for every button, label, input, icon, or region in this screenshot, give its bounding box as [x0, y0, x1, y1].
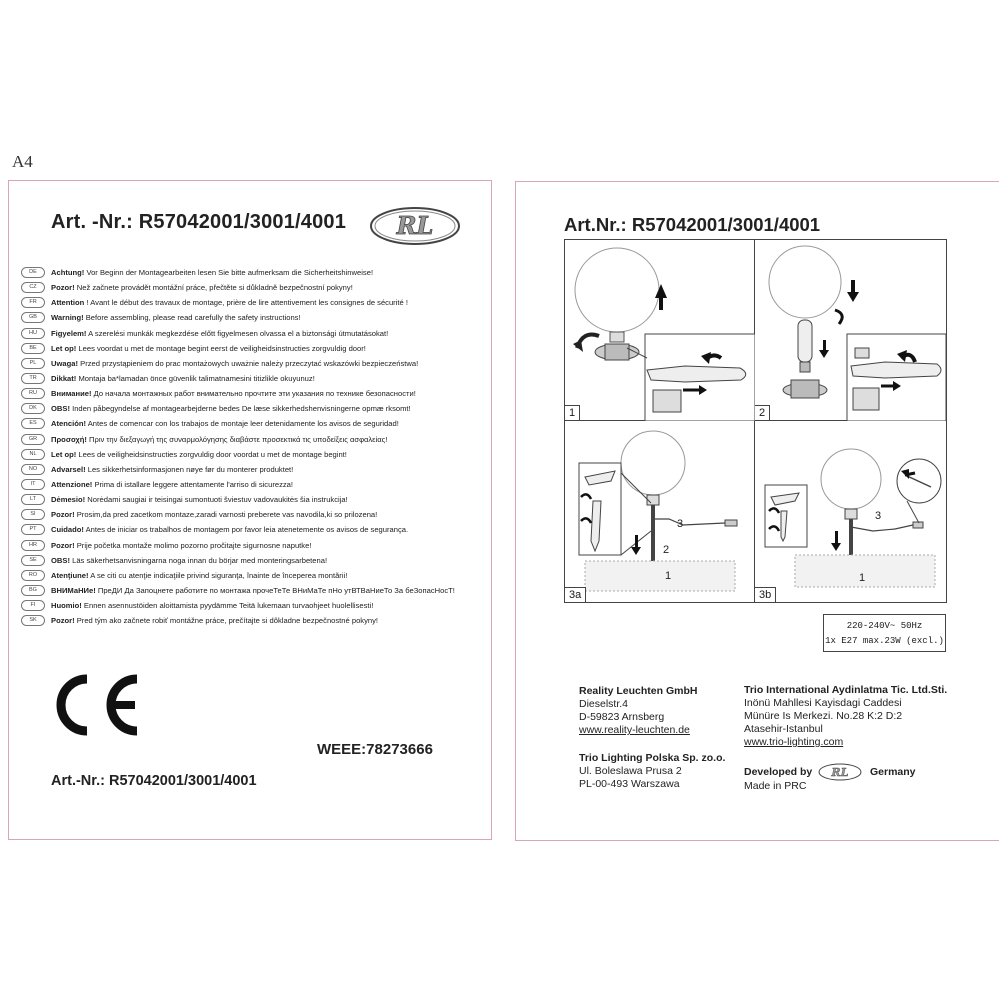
safety-warning-row	[21, 401, 486, 416]
safety-warning-row	[21, 356, 486, 371]
address-line: PL-00-493 Warszawa	[579, 778, 680, 790]
warning-body: Πριν την διεξαγωγή της συναρμολόγησης διαβάστε προσεκτικά τις υποδείξεις ασφαλείας!	[86, 434, 388, 444]
warning-keyword: Dikkat!	[51, 374, 77, 384]
spec-bulb: 1x E27 max.23W (excl.)	[825, 636, 944, 646]
address-reality-leuchten	[579, 685, 697, 737]
safety-warning-row	[21, 341, 486, 356]
language-code-badge: IT	[21, 479, 45, 490]
ce-mark-icon	[49, 673, 141, 737]
language-code-badge: PT	[21, 524, 45, 535]
warning-body: Inden påbegyndelse af montagearbejderne bedes De læse sikkerhedshenvisningerne opmæ rksomt!	[69, 404, 411, 414]
warning-keyword: Attention	[51, 298, 85, 308]
safety-warning-text	[51, 450, 347, 459]
warning-body: Les sikkerhetsinformasjonen nøye før du monterer produktet!	[85, 464, 294, 474]
developed-by-block	[744, 766, 916, 792]
step-3b-illustration	[755, 421, 946, 602]
step-label: 3b	[755, 587, 776, 602]
safety-warning-row	[21, 477, 486, 492]
language-code-badge: LT	[21, 494, 45, 505]
language-code-badge: FI	[21, 600, 45, 611]
warning-body: До начала монтажных работ внимательно прочтите эти указания по технике безопасности!	[91, 389, 416, 399]
warning-body: Antes de comencar con los trabajos de montaje leer detenidamente los avisos de seguridad!	[86, 419, 399, 429]
left-page	[8, 180, 492, 840]
safety-warning-text	[51, 419, 399, 428]
rl-logo-text: RL	[831, 766, 849, 779]
language-code-badge: DE	[21, 267, 45, 278]
safety-warning-row	[21, 507, 486, 522]
safety-warning-row	[21, 598, 486, 613]
step-label: 3a	[565, 587, 586, 602]
language-code-badge: RU	[21, 388, 45, 399]
safety-warning-row	[21, 462, 486, 477]
safety-warning-text	[51, 616, 378, 625]
step-3a-illustration	[565, 421, 755, 602]
article-number-title: Art. -Nr.: R57042001/3001/4001	[51, 211, 347, 233]
company-url[interactable]: www.trio-lighting.com	[744, 736, 844, 748]
safety-warning-row	[21, 522, 486, 537]
warning-body: Vor Beginn der Montagearbeiten lesen Sie bitte aufmerksam die Sicherheitshinweise!	[84, 268, 374, 278]
spec-voltage: 220-240V~ 50Hz	[846, 621, 923, 631]
address-line: D-59823 Arnsberg	[579, 711, 665, 723]
safety-warning-row	[21, 492, 486, 507]
safety-warning-text	[51, 404, 411, 413]
safety-warning-row	[21, 371, 486, 386]
language-code-badge: RO	[21, 570, 45, 581]
step-2-illustration	[755, 240, 946, 421]
safety-warning-row	[21, 310, 486, 325]
safety-warning-text	[51, 435, 387, 444]
warning-keyword: Attenzione!	[51, 480, 93, 490]
safety-warning-row	[21, 326, 486, 341]
safety-warning-row	[21, 295, 486, 310]
safety-warning-row	[21, 280, 486, 295]
rl-logo-text: RL	[396, 211, 434, 240]
warning-keyword: Figyelem!	[51, 328, 87, 338]
warning-keyword: Προσοχή!	[51, 434, 87, 444]
rl-logo	[818, 763, 862, 781]
article-number-title: Art.Nr.: R57042001/3001/4001	[564, 214, 821, 235]
warning-body: Prima di istallare leggere attentamente l'arriso di sicurezza!	[92, 480, 294, 490]
step-label: 1	[565, 405, 580, 420]
warning-keyword: Atención!	[51, 419, 87, 429]
warning-body: Przed przystąpieniem do prac montażowych uważnie należy przeczytać wskazówki bezpieczeństwa!	[78, 358, 419, 368]
warning-keyword: Pozor!	[51, 510, 75, 520]
language-code-badge: BG	[21, 585, 45, 596]
warning-keyword: OBS!	[51, 555, 70, 565]
warning-body: Läs säkerhetsanvisningarna noga innan du börjar med monteringsarbetena!	[69, 555, 328, 565]
assembly-step-3a	[565, 421, 755, 602]
safety-warning-text	[51, 359, 418, 368]
safety-warning-text	[51, 389, 416, 398]
warning-keyword: Внимание!	[51, 389, 92, 399]
warning-body: A se citi cu atenţie indicaţiile privind siguranţa, înainte de începerea montării!	[88, 570, 348, 580]
made-in-label: Made in PRC	[744, 780, 807, 792]
step-label: 2	[755, 405, 770, 420]
safety-warning-text	[51, 556, 327, 565]
language-code-badge: SE	[21, 555, 45, 566]
warning-body: Antes de iniciar os trabalhos de montagem por favor leia atenetemente os avisos de segurança.	[83, 525, 409, 535]
assembly-step-2	[755, 240, 946, 421]
electrical-spec-box	[823, 614, 946, 652]
safety-warning-text	[51, 541, 311, 550]
language-code-badge: HU	[21, 328, 45, 339]
warning-keyword: Achtung!	[51, 268, 85, 278]
warning-keyword: Dėmesio!	[51, 495, 86, 505]
address-trio-international	[744, 684, 947, 749]
right-page	[515, 181, 999, 841]
safety-warning-row	[21, 613, 486, 628]
warning-body: Prosim,da pred zacetkom montaze,zaradi varnosti preberete vas navodila,ki so prilozena!	[74, 510, 378, 520]
language-code-badge: TR	[21, 373, 45, 384]
step-3a-callout: 2	[663, 544, 670, 556]
warning-keyword: Pozor!	[51, 283, 75, 293]
warning-keyword: Atenţiune!	[51, 570, 89, 580]
warning-body: Pred tým ako začnete robiť montážne práce, prečítajte si dôkladne bezpečnostné pokyny!	[74, 616, 379, 626]
step-3b-callout: 3	[875, 510, 882, 522]
safety-warning-row	[21, 447, 486, 462]
language-code-badge: CZ	[21, 282, 45, 293]
assembly-step-1	[565, 240, 755, 421]
step-3b-callout: 1	[859, 572, 866, 584]
address-line: Inönü Mahllesi Kayisdagi Caddesi	[744, 697, 902, 709]
company-name: Reality Leuchten GmbH	[579, 685, 698, 697]
safety-warning-text	[51, 344, 366, 353]
safety-warning-text	[51, 283, 353, 292]
safety-warning-row	[21, 416, 486, 431]
assembly-step-3b	[755, 421, 946, 602]
safety-warning-row	[21, 538, 486, 553]
warning-keyword: Huomio!	[51, 601, 82, 611]
language-code-badge: ES	[21, 418, 45, 429]
assembly-diagram-grid	[564, 239, 947, 603]
warning-keyword: Warning!	[51, 313, 84, 323]
warning-keyword: ВНИМаНИе!	[51, 586, 96, 596]
step-1-illustration	[565, 240, 755, 421]
safety-warning-row	[21, 553, 486, 568]
address-line: Dieselstr.4	[579, 698, 629, 710]
warning-body: Lees voordat u met de montage begint eerst de veiligheidsinstructies zorgvuldig door!	[76, 343, 366, 353]
rl-logo	[369, 205, 461, 247]
warning-keyword: Let op!	[51, 449, 77, 459]
safety-warning-text	[51, 313, 301, 322]
language-code-badge: BE	[21, 343, 45, 354]
safety-warning-text	[51, 329, 388, 338]
safety-warning-list	[21, 265, 486, 628]
language-code-badge: GR	[21, 434, 45, 445]
language-code-badge: SK	[21, 615, 45, 626]
safety-warning-text	[51, 465, 293, 474]
warning-keyword: Uwaga!	[51, 358, 79, 368]
language-code-badge: NL	[21, 449, 45, 460]
language-code-badge: FR	[21, 297, 45, 308]
safety-warning-text	[51, 510, 377, 519]
safety-warning-text	[51, 601, 373, 610]
company-name: Trio International Aydinlatma Tic. Ltd.Sti.	[744, 684, 948, 696]
warning-keyword: Pozor!	[51, 616, 75, 626]
language-code-badge: GB	[21, 312, 45, 323]
safety-warning-text	[51, 571, 347, 580]
company-name: Trio Lighting Polska Sp. zo.o.	[579, 752, 726, 764]
safety-warning-text	[51, 586, 455, 595]
language-code-badge: HR	[21, 540, 45, 551]
warning-keyword: Pozor!	[51, 540, 75, 550]
address-line: Ul. Boleslawa Prusa 2	[579, 765, 682, 777]
warning-body: A szerelési munkák megkezdése előtt figyelmesen olvassa el a biztonsági útmutatásokat!	[86, 328, 389, 338]
page-size-label: A4	[12, 152, 33, 171]
safety-warning-text	[51, 374, 315, 383]
company-url[interactable]: www.reality-leuchten.de	[579, 724, 690, 736]
language-code-badge: NO	[21, 464, 45, 475]
safety-warning-text	[51, 268, 373, 277]
warning-body: Before assembling, please read carefully the safety instructions!	[83, 313, 301, 323]
warning-body: Ennen asennustöiden aloittamista pyydämme Teitä lukemaan turvaohjeet huolellisesti!	[81, 601, 374, 611]
developed-by-label: Developed by	[744, 766, 813, 778]
address-line: Münüre Is Merkezi. No.28 K:2 D:2	[744, 710, 903, 722]
warning-body: Než začnete provádět montážní práce, přečtěte si důkladně bezpečnostní pokyny!	[74, 283, 353, 293]
safety-warning-text	[51, 480, 293, 489]
address-line: Atasehir-Istanbul	[744, 723, 823, 735]
safety-warning-row	[21, 265, 486, 280]
step-3a-callout: 3	[677, 518, 684, 530]
warning-keyword: Cuidado!	[51, 525, 84, 535]
safety-warning-row	[21, 568, 486, 583]
warning-body: Norėdami saugiai ir teisingai sumontuoti šviestuv vadovaukitės šia instrukcija!	[85, 495, 348, 505]
warning-body: ! Avant le début des travaux de montage, prière de lire attentivement les consignes de sécurité !	[84, 298, 408, 308]
safety-warning-text	[51, 495, 348, 504]
safety-warning-row	[21, 432, 486, 447]
language-code-badge: PL	[21, 358, 45, 369]
language-code-badge: SI	[21, 509, 45, 520]
warning-body: Montaja ba*lamadan önce güvenlik talimatnamesini titizlikle okuyunuz!	[76, 374, 315, 384]
safety-warning-row	[21, 583, 486, 598]
warning-body: ПреДИ Да Запоцнете работите по монтажа прочеТеТе ВНиМаТе пНо утВТВаНиеТо За беЗопасНосТ!	[95, 586, 455, 596]
warning-keyword: OBS!	[51, 404, 70, 414]
step-3a-callout: 1	[665, 570, 672, 582]
weee-number: WEEE:78273666	[317, 741, 433, 758]
developed-country: Germany	[870, 766, 916, 778]
safety-warning-text	[51, 298, 408, 307]
warning-body: Lees de veiligheidsinstructies zorgvuldig door voordat u met de montage begint!	[76, 449, 347, 459]
address-trio-polska	[579, 752, 725, 791]
language-code-badge: DK	[21, 403, 45, 414]
warning-body: Prije početka montaže molimo pozorno pročitajte sigurnosne naputke!	[74, 540, 312, 550]
warning-keyword: Let op!	[51, 343, 77, 353]
article-number-footer: Art.-Nr.: R57042001/3001/4001	[51, 773, 257, 789]
safety-warning-text	[51, 525, 408, 534]
safety-warning-row	[21, 386, 486, 401]
warning-keyword: Advarsel!	[51, 464, 86, 474]
